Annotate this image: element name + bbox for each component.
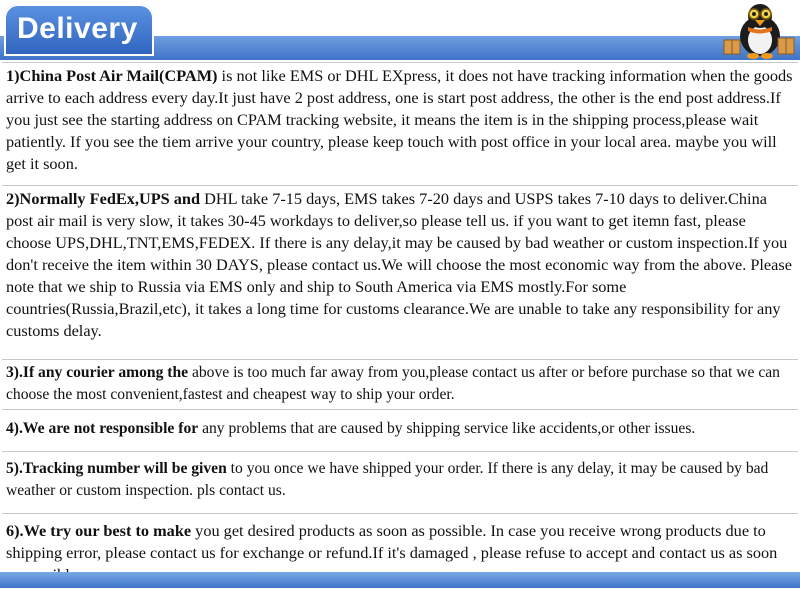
item-heading: 6).We try our best to make [6,521,192,540]
penguin-delivery-mascot-icon [720,0,798,60]
delivery-item-3 [2,359,798,409]
item-text: DHL take 7-15 days, EMS takes 7-20 days and USPS takes 7-10 days to deliver.China post air mail is very slow, it takes 30-45 workdays to deliver,so please tell us. if you want to get itemn fast, please choose UPS,DHL,TNT,EMS,FEDEX. If there is any delay,it may be caused by bad weather or custom inspection.If you don't receive the item within 30 DAYS, please contact us.We will choose the most economic way from the above. Please note that we ship to Russia via EMS only and ship to South America via EMS mostly.For some countries(Russia,Brazil,etc), it takes a long time for customs clearance.We are unable to take any responsibility for any customs delay. [6,189,792,340]
item-heading: 2)Normally FedEx,UPS and [6,189,201,208]
delivery-item-2 [2,185,798,359]
delivery-item-4 [2,409,798,451]
item-heading: 1)China Post Air Mail(CPAM) [6,66,218,85]
item-text: to you once we have shipped your order. If there is any delay, it may be caused by bad weather or custom inspection. pls contact us. [6,460,769,499]
item-text: you get desired products as soon as possible. In case you receive wrong products due to shipping error, please contact us for exchange or refund.If it's damaged , please refuse to accept and contact us as soon [6,521,778,562]
item-heading: 3).If any courier among the [6,364,189,381]
item-text: is not like EMS or DHL EXpress, it does not have tracking information when the goods arrive to each address every day.It just have 2 post address, one is start post address, the other is the end post address.If you just see the starting address on CPAM tracking website, it means the item is in the shipping process,please wait patiently. If you see the tiem arrive your country, please keep touch with post office in your local area. maybe you will get it soon. [6,66,793,173]
item-text: any problems that are caused by shipping service like accidents,or other issues. [198,420,696,437]
delivery-item-1 [2,62,798,185]
item-heading: 5).Tracking number will be given [6,460,227,477]
item-text: above is too much far away from you,please contact us after or before purchase so that we can choose the most convenient,fastest and cheapest way to ship your order. [6,364,780,403]
footer-bar [0,572,800,588]
item-heading: 4).We are not responsible for [6,420,199,437]
page-title: Delivery [17,12,138,45]
title-tab [4,4,154,56]
delivery-item-5 [2,451,798,513]
delivery-header [0,0,800,62]
delivery-content [2,62,798,593]
